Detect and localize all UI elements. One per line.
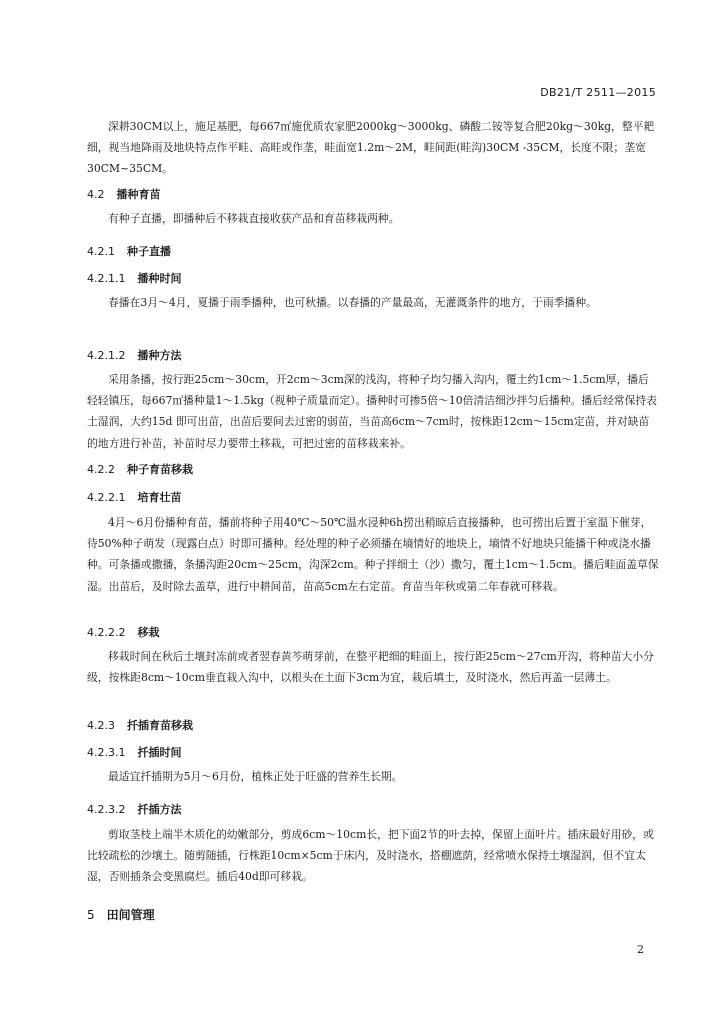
- heading-5: [87, 906, 155, 923]
- heading-4-2: [87, 186, 161, 202]
- heading-4-2-3-2: [87, 801, 181, 817]
- paragraph-4-2-2-2: 移栽时间在秋后土壤封冻前或者翌春黄芩萌芽前，在整平耙细的畦面上，按行距25cm～27cm开沟，将种苗大小分级，按株距8cm～10cm垂直栽入沟中，以根头在土面下3cm为宜，栽后填土，及时浇水，然后再盖一层薄土。: [87, 650, 654, 685]
- heading-number: 4.2.3: [87, 719, 115, 732]
- heading-title: 播种育苗: [116, 188, 161, 201]
- heading-title: 播种方法: [137, 349, 182, 362]
- heading-title: 扦插方法: [137, 803, 182, 816]
- heading-4-2-1-1: [87, 270, 181, 286]
- heading-4-2-2-1: [87, 489, 181, 505]
- heading-4-2-2: [87, 461, 193, 477]
- heading-number: 5: [87, 908, 95, 922]
- heading-title: 移栽: [137, 626, 160, 639]
- heading-title: 田间管理: [106, 908, 155, 922]
- heading-4-2-3: [87, 717, 193, 733]
- heading-number: 4.2.3.1: [87, 746, 126, 759]
- paragraph-soil-prep: 深耕30CM以上，施足基肥，每667㎡施优质农家肥2000kg～3000kg、磷酸二铵等复合肥20kg～30kg，整平耙细，视当地降雨及地块特点作平畦、高畦或作垄，畦面宽1.2m～2M，畦间距(畦沟)30CM -35CM，长度不限；垄宽30CM~35CM。: [87, 120, 655, 176]
- heading-number: 4.2.2: [87, 463, 115, 476]
- paragraph-4-2-1-1: 春播在3月～4月，夏播于雨季播种，也可秋播。以春播的产量最高，无灌溉条件的地方，于雨季播种。: [108, 296, 597, 309]
- heading-title: 扦插育苗移栽: [127, 719, 193, 732]
- paragraph-4-2-3-2: 剪取茎枝上端半木质化的幼嫩部分，剪成6cm～10cm长，把下面2节的叶去掉，保留上面叶片。插床最好用砂，或比较疏松的沙壤土。随剪随插，行株距10cm×5cm于床内，及时浇水，搭棚遮荫，经常喷水保持土壤湿润，但不宜太湿，否则插条会变黑腐烂。插后40d即可移栽。: [87, 828, 654, 884]
- heading-title: 播种时间: [137, 272, 182, 285]
- heading-number: 4.2.1.2: [87, 349, 126, 362]
- heading-number: 4.2.2.1: [87, 491, 126, 504]
- heading-number: 4.2: [87, 188, 105, 201]
- heading-number: 4.2.1.1: [87, 272, 126, 285]
- paragraph-4-2-2-1: 4月～6月份播种育苗，播前将种子用40℃～50℃温水浸种6h捞出稍晾后直接播种，也可捞出后置于室温下催芽，待50%种子萌发（现露白点）时即可播种。经处理的种子必须播在墒情好的地块上，墒情不好地块只能播干种或浇水播种。可条播或撒播，条播沟距20cm～25cm，沟深2cm。种子拌细土（沙）撒匀，覆土1cm～1.5cm。播后畦面盖草保湿。出苗后，及时除去盖草，进行中耕间苗，苗高5cm左右定苗。育苗当年秋或第二年春就可移栽。: [87, 516, 659, 593]
- heading-title: 扦插时间: [137, 746, 182, 759]
- paragraph-4-2-3-1: 最适宜扦插期为5月～6月份，植株正处于旺盛的营养生长期。: [108, 770, 403, 783]
- heading-title: 种子育苗移栽: [127, 463, 193, 476]
- heading-number: 4.2.3.2: [87, 803, 126, 816]
- paragraph-4-2: 有种子直播，即播种后不移栽直接收获产品和育苗移栽两种。: [108, 212, 400, 225]
- heading-number: 4.2.2.2: [87, 626, 126, 639]
- heading-4-2-1-2: [87, 347, 181, 363]
- heading-number: 4.2.1: [87, 245, 115, 258]
- heading-title: 培育壮苗: [137, 491, 182, 504]
- heading-title: 种子直播: [127, 245, 171, 258]
- paragraph-4-2-1-2: 采用条播，按行距25cm～30cm，开2cm～3cm深的浅沟，将种子均匀播入沟内，覆土约1cm～1.5cm厚，播后轻轻镇压，每667㎡播种量1～1.5kg（视种子质量而定）。播种时可掺5倍～10倍清洁细沙拌匀后播种。播后经常保持表土湿润，大约15d 即可出苗，出苗后要间去过密的弱苗，当苗高6cm～7cm时，按株距12cm～15cm定苗，并对缺苗的地方进行补苗，补苗时尽力要带土移栽，可把过密的苗移栽来补。: [87, 373, 657, 450]
- heading-4-2-1: [87, 243, 171, 259]
- page-number: 2: [637, 943, 644, 956]
- heading-4-2-2-2: [87, 624, 159, 640]
- standard-code: DB21/T 2511—2015: [540, 86, 656, 99]
- heading-4-2-3-1: [87, 744, 181, 760]
